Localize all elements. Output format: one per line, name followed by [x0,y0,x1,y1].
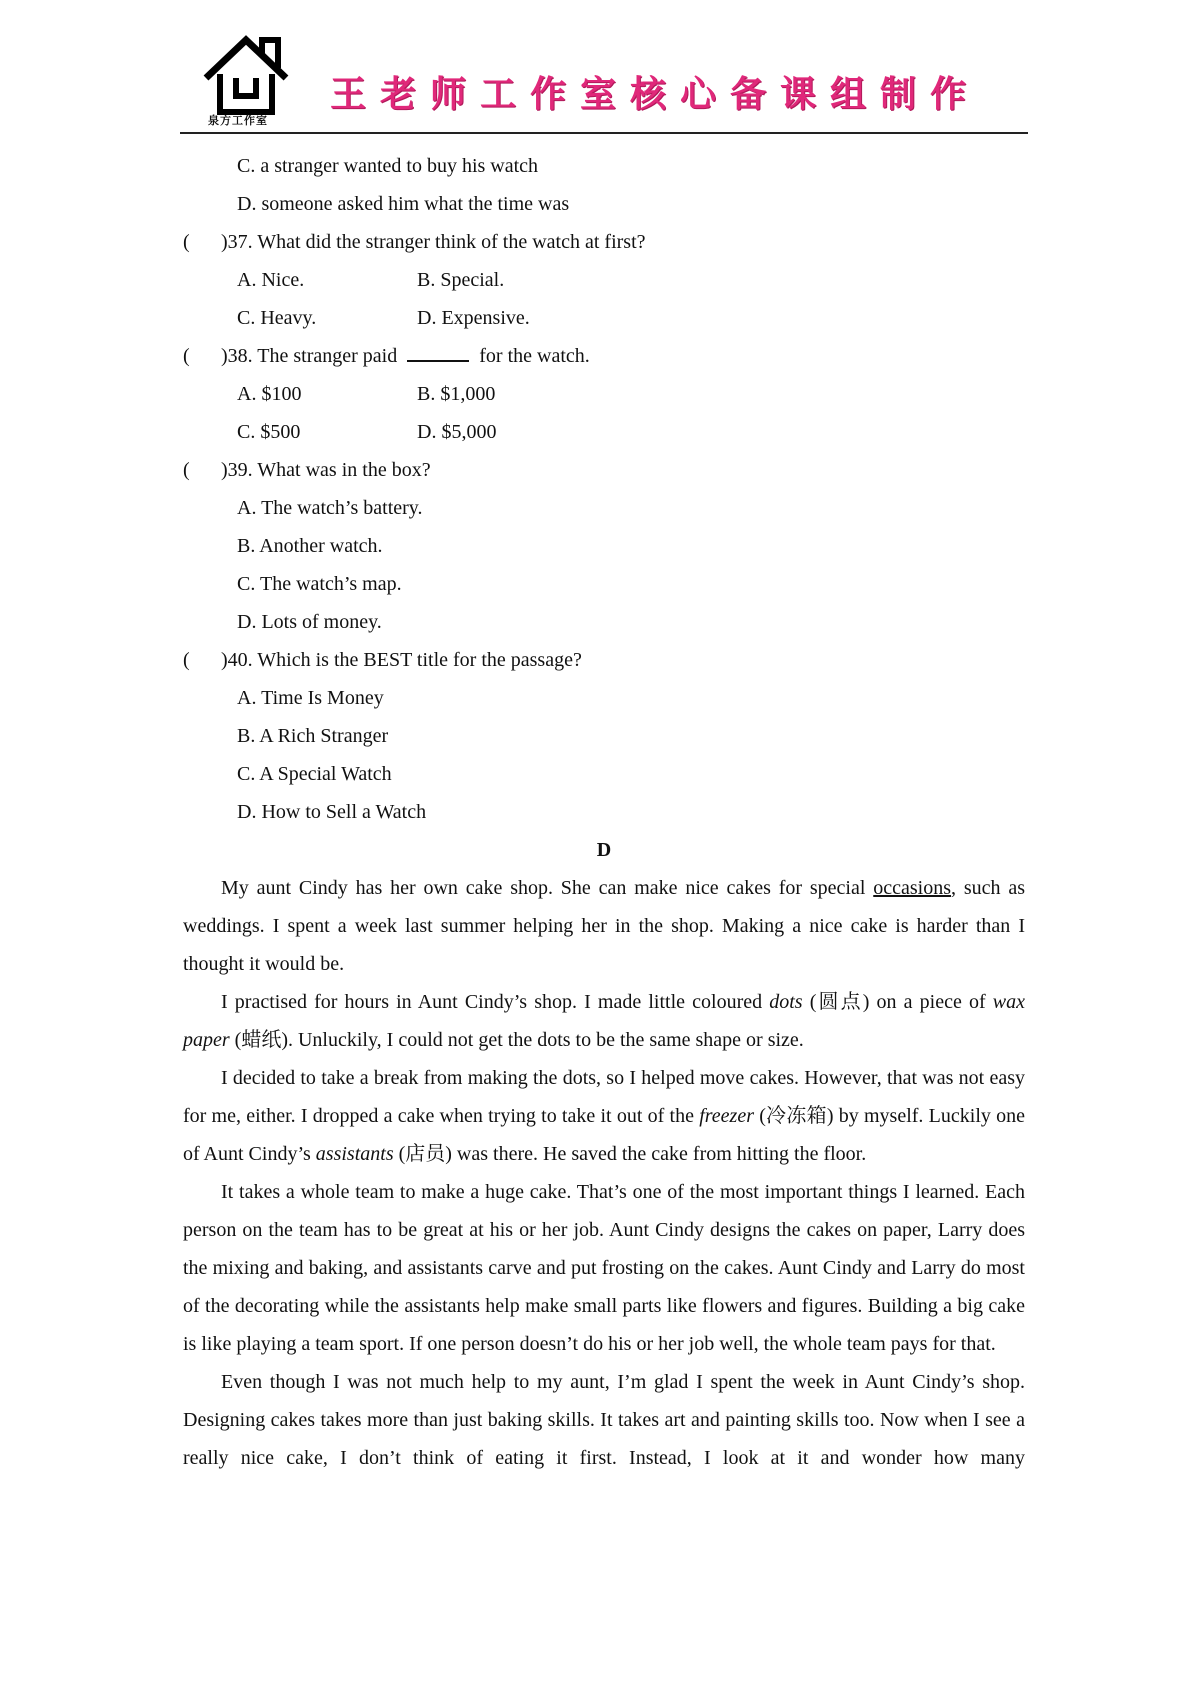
paragraph-2 [183,983,1025,1059]
options-row [183,299,1025,337]
italic-term: freezer [699,1105,754,1127]
option: C. A Special Watch [237,763,392,785]
document-body [183,147,1025,1477]
option-36-d: D. someone asked him what the time was [237,193,570,215]
option: D. $5,000 [417,421,497,443]
option: B. Another watch. [237,535,383,557]
option: C. Heavy. [237,307,317,329]
options-row [183,375,1025,413]
option: B. A Rich Stranger [237,725,389,747]
option: B. Special. [417,269,505,291]
answer-paren: ( [183,231,190,253]
option: A. $100 [237,383,302,405]
paragraph-1 [183,869,1025,983]
question-text: )38. The stranger paid [221,345,398,367]
paragraph-5: Even though I was not much help to my aunt, I’m glad I spent the week in Aunt Cindy’s shop. Designing cakes takes more than just baking skills. It takes art and painting skills too. Now when I see a really nice cake, I don’t think of eating it first. Instead, I look at it and wonder how many [183,1371,1025,1469]
text: My aunt Cindy has her own cake shop. She can make nice cakes for special [221,877,874,899]
option: D. Lots of money. [237,611,382,633]
text: (冷冻箱) by myself. Luckily one of Aunt Cindy’s [183,1105,1025,1165]
answer-paren: ( [183,459,190,481]
text: , such as weddings. I spent a week last summer helping her in the shop. Making a nice cake is harder than I thought it would be. [183,877,1025,975]
options-row [183,261,1025,299]
answer-blank [407,338,469,362]
text: (店员) was there. He saved the cake from hitting the floor. [393,1143,867,1165]
question-text: )40. Which is the BEST title for the passage? [221,649,582,671]
text: (圆点) on a piece of [802,991,993,1013]
option: D. How to Sell a Watch [237,801,427,823]
question-text: )39. What was in the box? [221,459,431,481]
underlined-word: occasions [873,877,952,899]
italic-term: wax paper [183,991,1026,1051]
option: A. Nice. [237,269,305,291]
option: B. $1,000 [417,383,496,405]
paragraph-4: It takes a whole team to make a huge cake. That’s one of the most important things I learned. Each person on the team has to be great at his or her job. Aunt Cindy designs the cakes on paper, Larry does the mixing and baking, and assistants carve and put frosting on the cakes. Aunt Cindy and Larry do most of the decorating while the assistants help make small parts like flowers and figures. Building a big cake is like playing a team sport. If one person doesn’t do his or her job well, the whole team pays for that. [183,1181,1025,1355]
option: C. $500 [237,421,301,443]
header-divider [180,132,1028,134]
question-text: for the watch. [479,345,590,367]
header-banner: 王老师工作室核心备课组制作 [330,74,981,115]
text: I decided to take a break from making the dots, so I helped move cakes. However, that was not easy for me, either. I dropped a cake when trying to take it out of the [183,1067,1025,1127]
answer-paren: ( [183,649,190,671]
option: C. The watch’s map. [237,573,402,595]
text: (蜡纸). Unluckily, I could not get the dots to be the same shape or size. [229,1029,804,1051]
page-header [180,28,1028,133]
answer-paren: ( [183,345,190,367]
question-40 [183,641,1025,679]
question-37 [183,223,1025,261]
option-36-c: C. a stranger wanted to buy his watch [237,155,539,177]
italic-term: assistants [315,1143,394,1165]
options-row [183,413,1025,451]
section-title: D [596,839,612,861]
option: A. The watch’s battery. [237,497,423,519]
question-text: )37. What did the stranger think of the watch at first? [221,231,646,253]
text: I practised for hours in Aunt Cindy’s shop. I made little coloured [221,991,770,1013]
option: D. Expensive. [417,307,530,329]
paragraph-3 [183,1059,1025,1173]
question-38 [183,337,1025,375]
question-39 [183,451,1025,489]
option: A. Time Is Money [237,687,384,709]
logo-caption: 泉方工作室 [208,114,268,127]
italic-term: dots [769,991,803,1013]
